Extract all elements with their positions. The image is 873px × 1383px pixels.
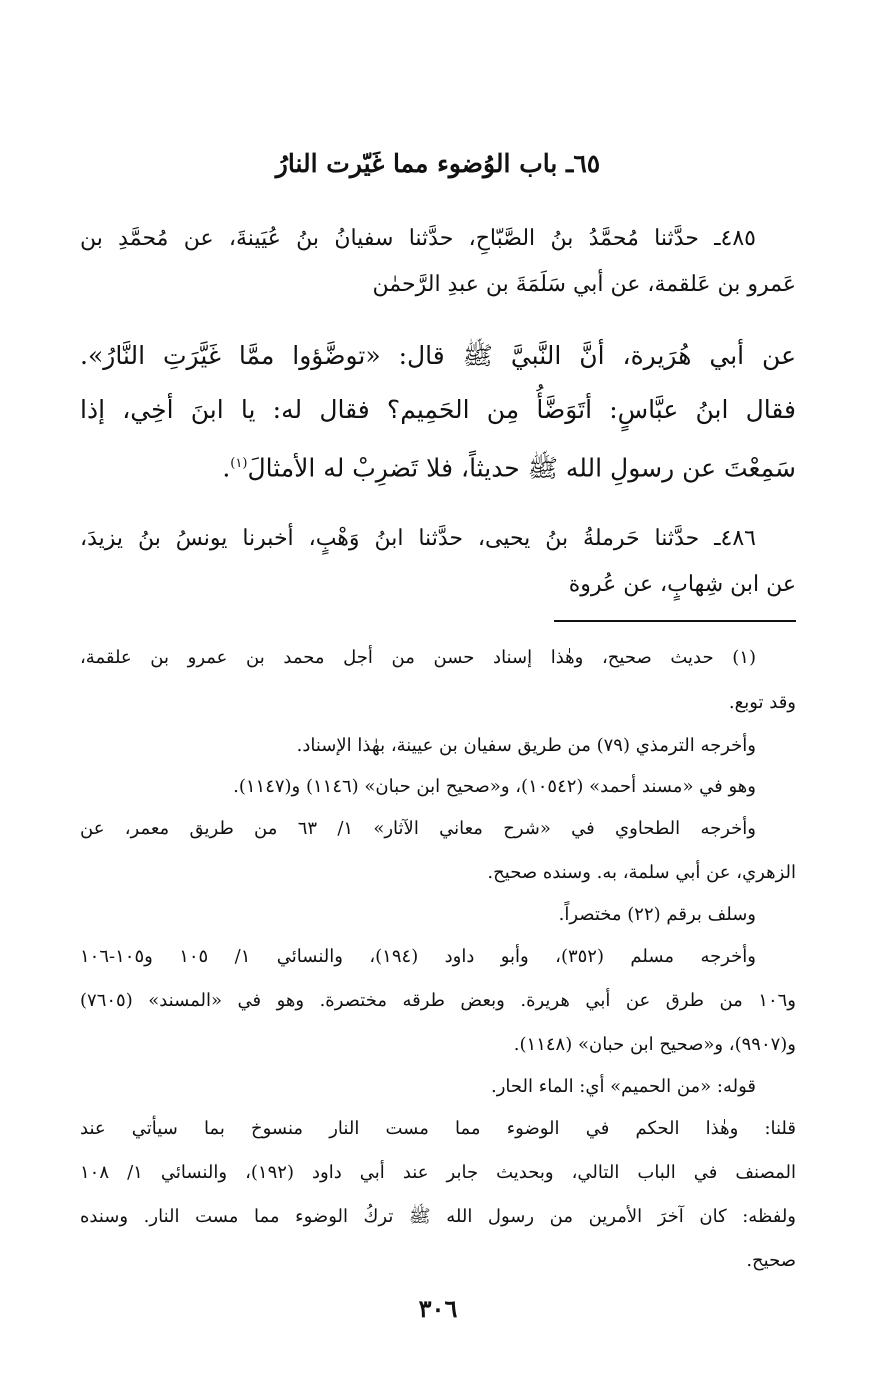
matn-text: سَمِعْتَ عن رسولِ الله ﷺ حديثاً، فلا تَضرِبْ له الأمثالَ	[247, 453, 796, 483]
footnote-line: و١٠٦ من طرق عن أبي هريرة. وبعض طرقه مختصرة. وهو في «المسند» (٧٦٠٥)	[80, 990, 796, 1011]
footnote-line: قوله: «من الحميم» أي: الماء الحار.	[491, 1076, 756, 1097]
hadith-485-matn-line: عن أبي هُرَيرة، أنَّ النَّبيَّ ﷺ قال: «توضَّؤوا ممَّا غَيَّرَتِ النَّارُ».	[80, 341, 796, 370]
footnote-marker: (١)	[230, 456, 248, 471]
footnote-line: وأخرجه الترمذي (٧٩) من طريق سفيان بن عيينة، بهٰذا الإسناد.	[296, 735, 756, 756]
hadith-486-line: عن ابن شِهابٍ، عن عُروة	[568, 572, 796, 597]
footnote-line: ولفظه: كان آخرَ الأمرين من رسول الله ﷺ تركُ الوضوء مما مست النار. وسنده	[80, 1206, 796, 1227]
hadith-485-isnad-line: عَمرو بن عَلقمة، عن أبي سَلَمَةَ بن عبدِ الرَّحمٰن	[372, 272, 796, 297]
hadith-485-matn-line: فقال ابنُ عبَّاسٍ: أتَوَضَّأُ مِن الحَمِيم؟ فقال له: يا ابنَ أخِي، إذا	[80, 395, 796, 424]
footnote-line: وأخرجه الطحاوي في «شرح معاني الآثار» ١/ ٦٣ من طريق معمر، عن	[80, 818, 756, 839]
footnote-line: الزهري، عن أبي سلمة، به. وسنده صحيح.	[487, 862, 796, 883]
footnote-line: قلنا: وهٰذا الحكم في الوضوء مما مست النار منسوخ بما سيأتي عند	[80, 1118, 796, 1139]
footnote-line: (١) حديث صحيح، وهٰذا إسناد حسن من أجل محمد بن عمرو بن علقمة،	[80, 647, 756, 668]
footnote-separator	[554, 620, 796, 622]
hadith-485-isnad-line: ٤٨٥ـ حدَّثنا مُحمَّدُ بنُ الصَّبّاحِ، حدَّثنا سفيانُ بنُ عُيَينةَ، عن مُحمَّدِ بن	[80, 226, 756, 251]
footnote-line: وهو في «مسند أحمد» (١٠٥٤٢)، و«صحيح ابن حبان» (١١٤٦) و(١١٤٧).	[233, 776, 756, 797]
footnote-line: وقد توبع.	[728, 692, 796, 713]
footnote-line: المصنف في الباب التالي، وبحديث جابر عند أبي داود (١٩٢)، والنسائي ١/ ١٠٨	[80, 1162, 796, 1183]
matn-end: .	[222, 453, 231, 483]
hadith-486-line: ٤٨٦ـ حدَّثنا حَرملةُ بنُ يحيى، حدَّثنا ابنُ وَهْبٍ، أخبرنا يونسُ بنُ يزيدَ،	[80, 526, 756, 551]
footnote-line: وأخرجه مسلم (٣٥٢)، وأبو داود (١٩٤)، والنسائي ١/ ١٠٥ و١٠٥-١٠٦	[80, 946, 756, 967]
book-page	[80, 0, 796, 1383]
footnote-line: و(٩٩٠٧)، و«صحيح ابن حبان» (١١٤٨).	[513, 1034, 796, 1055]
footnote-line: وسلف برقم (٢٢) مختصراً.	[558, 904, 756, 925]
chapter-title: ٦٥ـ باب الوُضوء مما غَيّرت النارُ	[275, 149, 601, 178]
footnote-line: صحيح.	[746, 1250, 796, 1271]
hadith-485-matn-line	[80, 444, 796, 488]
page-number: ٣٠٦	[418, 1294, 458, 1323]
